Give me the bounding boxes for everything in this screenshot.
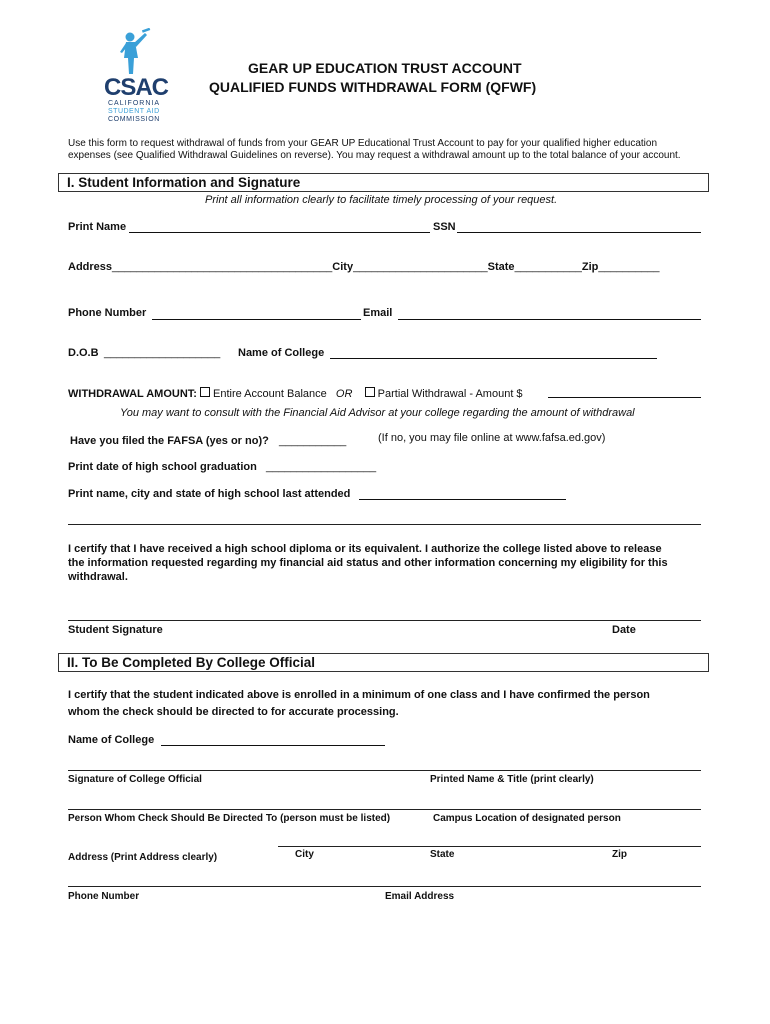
student-certify-line1: I certify that I have received a high school diploma or its equivalent. I authorize the college listed above to release: [68, 543, 662, 555]
address-line[interactable]: [278, 846, 701, 847]
withdrawal-row: [68, 387, 523, 400]
partial-amount-field[interactable]: [548, 384, 701, 398]
official-phone-label: Phone Number: [68, 891, 140, 902]
grad-date-field[interactable]: __________________: [266, 461, 377, 473]
section1-header: [58, 173, 709, 192]
city-field[interactable]: ______________________: [353, 261, 488, 273]
consult-note: You may want to consult with the Financial Aid Advisor at your college regarding the amount of withdrawal: [120, 407, 635, 419]
or-label: OR: [335, 388, 353, 400]
person-directed-line[interactable]: [68, 809, 701, 810]
graduate-figure-icon: [112, 28, 154, 76]
logo-line1: CALIFORNIA: [108, 100, 161, 107]
partial-withdrawal-label: Partial Withdrawal - Amount $: [377, 388, 523, 400]
dob-label: D.O.B: [68, 347, 99, 359]
state-label: State: [487, 261, 515, 273]
address-label: [68, 261, 660, 273]
hs-name-line2[interactable]: [68, 524, 701, 525]
student-signature-label: Student Signature: [68, 624, 163, 636]
fafsa-question: Have you filed the FAFSA (yes or no)?: [70, 435, 269, 447]
entire-balance-checkbox[interactable]: [200, 387, 210, 397]
email-label: Email: [363, 307, 393, 319]
official-college-field[interactable]: [161, 732, 385, 746]
college-field[interactable]: [330, 345, 657, 359]
zip-label: Zip: [581, 261, 599, 273]
state-field[interactable]: ___________: [514, 261, 582, 273]
print-name-label: Print Name: [68, 221, 127, 233]
hs-name-label: Print name, city and state of high school last attended: [68, 488, 351, 500]
official-signature-line[interactable]: [68, 770, 701, 771]
address-field[interactable]: ____________________________________: [112, 261, 333, 273]
ssn-label: SSN: [433, 221, 456, 233]
printed-name-label: Printed Name & Title (print clearly): [430, 774, 594, 785]
fafsa-field[interactable]: ___________: [279, 435, 347, 447]
section1-heading: I. Student Information and Signature: [67, 175, 301, 190]
official-certify-line1: I certify that the student indicated above is enrolled in a minimum of one class and I have confirmed the person: [68, 689, 650, 701]
student-certify-line3: withdrawal.: [68, 571, 128, 583]
grad-date-label: Print date of high school graduation: [68, 461, 257, 473]
official-city-label: City: [295, 849, 314, 860]
official-email-label: Email Address: [385, 891, 455, 902]
student-certify-line2: the information requested regarding my financial aid status and other information concerning my eligibility for this: [68, 557, 668, 569]
campus-location-label: Campus Location of designated person: [433, 813, 621, 824]
form-title-line2: QUALIFIED FUNDS WITHDRAWAL FORM (QFWF): [209, 79, 537, 95]
student-date-label: Date: [612, 624, 636, 636]
city-label: City: [332, 261, 354, 273]
person-directed-label: Person Whom Check Should Be Directed To (person must be listed): [68, 813, 391, 824]
student-signature-line[interactable]: [68, 620, 701, 621]
intro-line1: Use this form to request withdrawal of funds from your GEAR UP Educational Trust Account to pay for your qualified higher education: [68, 138, 658, 149]
entire-balance-label: Entire Account Balance: [213, 388, 327, 400]
logo-acronym: CSAC: [104, 74, 169, 101]
section1-subtitle: Print all information clearly to facilitate timely processing of your request.: [205, 194, 558, 206]
ssn-field[interactable]: [457, 219, 701, 233]
section2-heading: II. To Be Completed By College Official: [67, 655, 316, 670]
official-zip-label: Zip: [612, 849, 627, 860]
logo-line3: COMMISSION: [108, 116, 160, 123]
print-name-field[interactable]: [129, 219, 430, 233]
section2-header: [58, 653, 709, 672]
official-state-label: State: [430, 849, 455, 860]
partial-withdrawal-checkbox[interactable]: [365, 387, 375, 397]
intro-line2: expenses (see Qualified Withdrawal Guidelines on reverse). You may request a withdrawal amount up to the total balance of your account.: [68, 150, 681, 161]
phone-field[interactable]: [152, 306, 361, 320]
college-label: Name of College: [238, 347, 325, 359]
hs-name-field[interactable]: [359, 486, 566, 500]
sig-official-label: Signature of College Official: [68, 774, 202, 785]
dob-field[interactable]: ___________________: [104, 347, 221, 359]
form-title-line1: GEAR UP EDUCATION TRUST ACCOUNT: [248, 60, 522, 76]
address-label-text: Address: [68, 261, 113, 273]
withdrawal-label: WITHDRAWAL AMOUNT:: [68, 388, 197, 400]
email-field[interactable]: [398, 306, 701, 320]
phone-email-line[interactable]: [68, 886, 701, 887]
logo-line2: STUDENT AID: [108, 108, 160, 115]
phone-label: Phone Number: [68, 307, 147, 319]
zip-field[interactable]: __________: [598, 261, 660, 273]
fafsa-note: (If no, you may file online at www.fafsa.ed.gov): [378, 432, 606, 444]
official-college-label: Name of College: [68, 734, 155, 746]
official-address-label: Address (Print Address clearly): [68, 852, 218, 863]
official-certify-line2: whom the check should be directed to for accurate processing.: [68, 706, 399, 718]
